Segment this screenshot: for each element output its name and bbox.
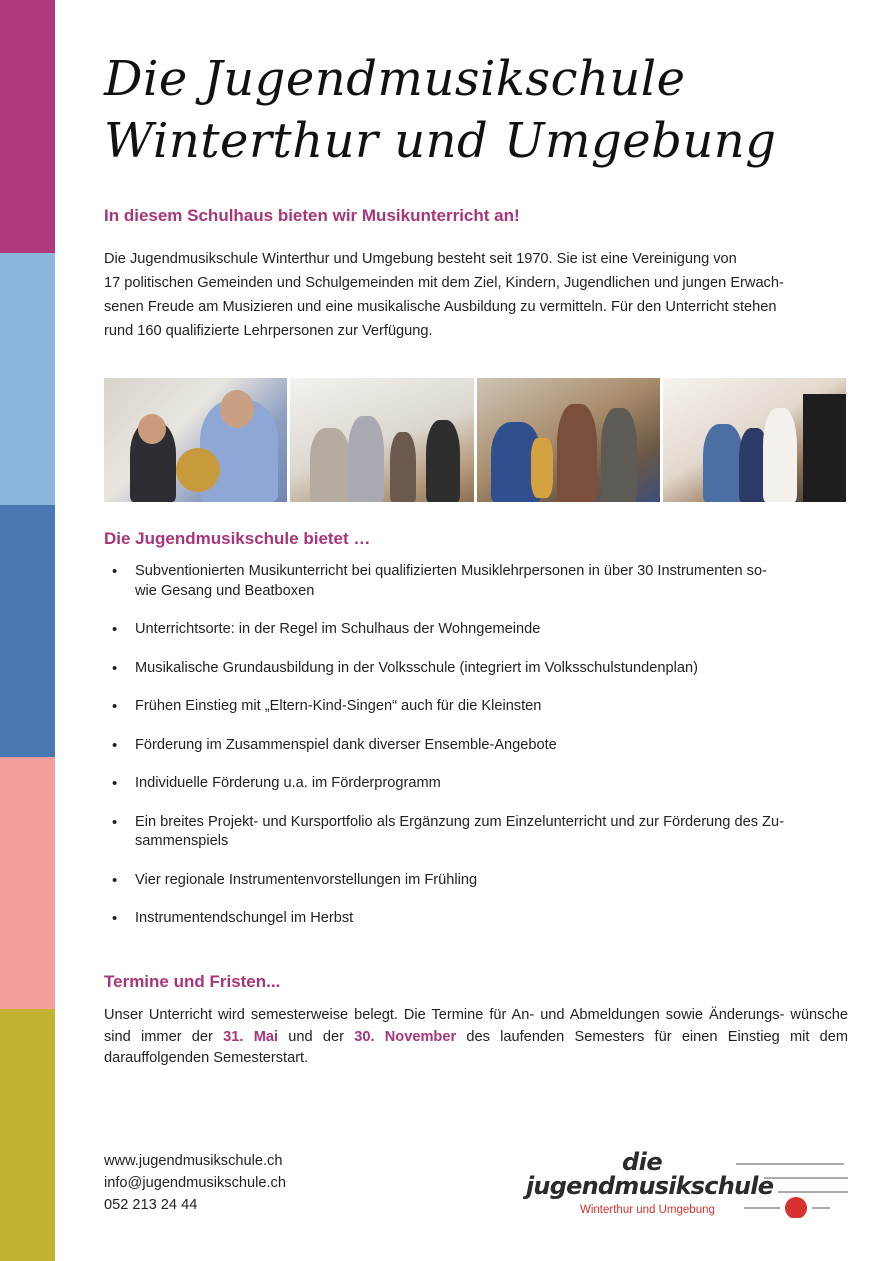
list-item-text-cont: sammenspiels: [135, 833, 229, 849]
list-item-text: Individuelle Förderung u.a. im Förderprogramm: [135, 775, 441, 791]
list-item-text: Ein breites Projekt- und Kursportfolio als Ergänzung zum Einzelunterricht und zur Förderung des Zu-: [135, 813, 784, 830]
page-title: [104, 48, 864, 172]
list-item-text: Subventionierten Musikunterricht bei qualifizierten Musiklehrpersonen in über 30 Instrumenten so-: [135, 563, 767, 579]
list-item: [112, 909, 840, 929]
color-stripe-blue: [0, 505, 55, 757]
logo-subtitle: Winterthur und Umgebung: [580, 1204, 715, 1216]
intro-heading: In diesem Schulhaus bieten wir Musikunterricht an!: [104, 206, 520, 225]
list-item-text: Vier regionale Instrumentenvorstellungen im Frühling: [135, 871, 478, 888]
email-link[interactable]: info@jugendmusikschule.ch: [104, 1175, 286, 1191]
list-item: [112, 697, 840, 717]
school-logo: [520, 1148, 850, 1222]
terms-paragraph: [104, 1005, 848, 1070]
color-stripe-olive: [0, 1009, 55, 1261]
list-item-text: Frühen Einstieg mit „Eltern-Kind-Singen“ auch für die Kleinsten: [135, 698, 542, 714]
photo-piano-lesson: [663, 378, 846, 502]
list-item: [112, 620, 840, 640]
intro-line-2: 17 politischen Gemeinden und Schulgemeinden mit dem Ziel, Kindern, Jugendlichen und jungen Erwach-: [104, 275, 784, 291]
intro-line-1: Die Jugendmusikschule Winterthur und Umgebung besteht seit 1970. Sie ist eine Vereinigung von: [104, 251, 737, 267]
list-item: [112, 774, 840, 794]
list-item: [112, 659, 840, 679]
terms-text-b: und der: [278, 1028, 355, 1045]
terms-heading: Termine und Fristen...: [104, 972, 281, 991]
list-item: [112, 736, 840, 756]
terms-date-may: 31. Mai: [223, 1028, 279, 1045]
phone-number: 052 213 24 44: [104, 1197, 198, 1213]
list-item: [112, 562, 840, 601]
staff-lines-note-icon: [734, 1162, 850, 1218]
intro-line-4: rund 160 qualifizierte Lehrpersonen zur Verfügung.: [104, 323, 433, 339]
photo-strip: [104, 378, 846, 502]
list-item: [112, 871, 840, 891]
offers-heading: Die Jugendmusikschule bietet …: [104, 529, 371, 548]
logo-word-main: jugendmusikschule: [526, 1172, 774, 1200]
photo-horn-lesson: [104, 378, 287, 502]
terms-date-november: 30. November: [354, 1028, 457, 1045]
intro-line-3: senen Freude am Musizieren und eine musikalische Ausbildung zu vermitteln. Für den Unterricht stehen: [104, 299, 777, 315]
title-line-2: Winterthur und Umgebung: [104, 113, 777, 169]
list-item-text: Unterrichtsorte: in der Regel im Schulhaus der Wohngemeinde: [135, 621, 541, 637]
title-line-1: Die Jugendmusikschule: [104, 51, 686, 107]
list-item: [112, 813, 840, 852]
color-stripe-light-blue: [0, 253, 55, 505]
list-item-text-cont: wie Gesang und Beatboxen: [135, 582, 315, 599]
list-item-text: Instrumentendschungel im Herbst: [135, 910, 354, 926]
website-link[interactable]: www.jugendmusikschule.ch: [104, 1153, 283, 1169]
intro-paragraph: [104, 247, 848, 343]
list-item-text: Musikalische Grundausbildung in der Volksschule (integriert im Volksschulstundenplan): [135, 659, 698, 676]
photo-saxophone-group: [477, 378, 660, 502]
offers-list: [112, 562, 840, 929]
terms-text-c: des laufenden Semesters für einen Einstieg mit dem darauffolgenden Semesterstart.: [104, 1028, 849, 1066]
color-stripe-pink: [0, 757, 55, 1009]
terms-text-a: Unser Unterricht wird semesterweise belegt. Die Termine für An- und Abmeldungen sowie Änderungs- wünsche sind immer der: [104, 1007, 848, 1045]
list-item-text: Förderung im Zusammenspiel dank diverser Ensemble-Angebote: [135, 736, 557, 753]
color-stripe-magenta: [0, 0, 55, 253]
logo-word-die: die: [622, 1148, 663, 1176]
contact-block: [104, 1150, 286, 1216]
photo-ensemble-rehearsal: [290, 378, 473, 502]
